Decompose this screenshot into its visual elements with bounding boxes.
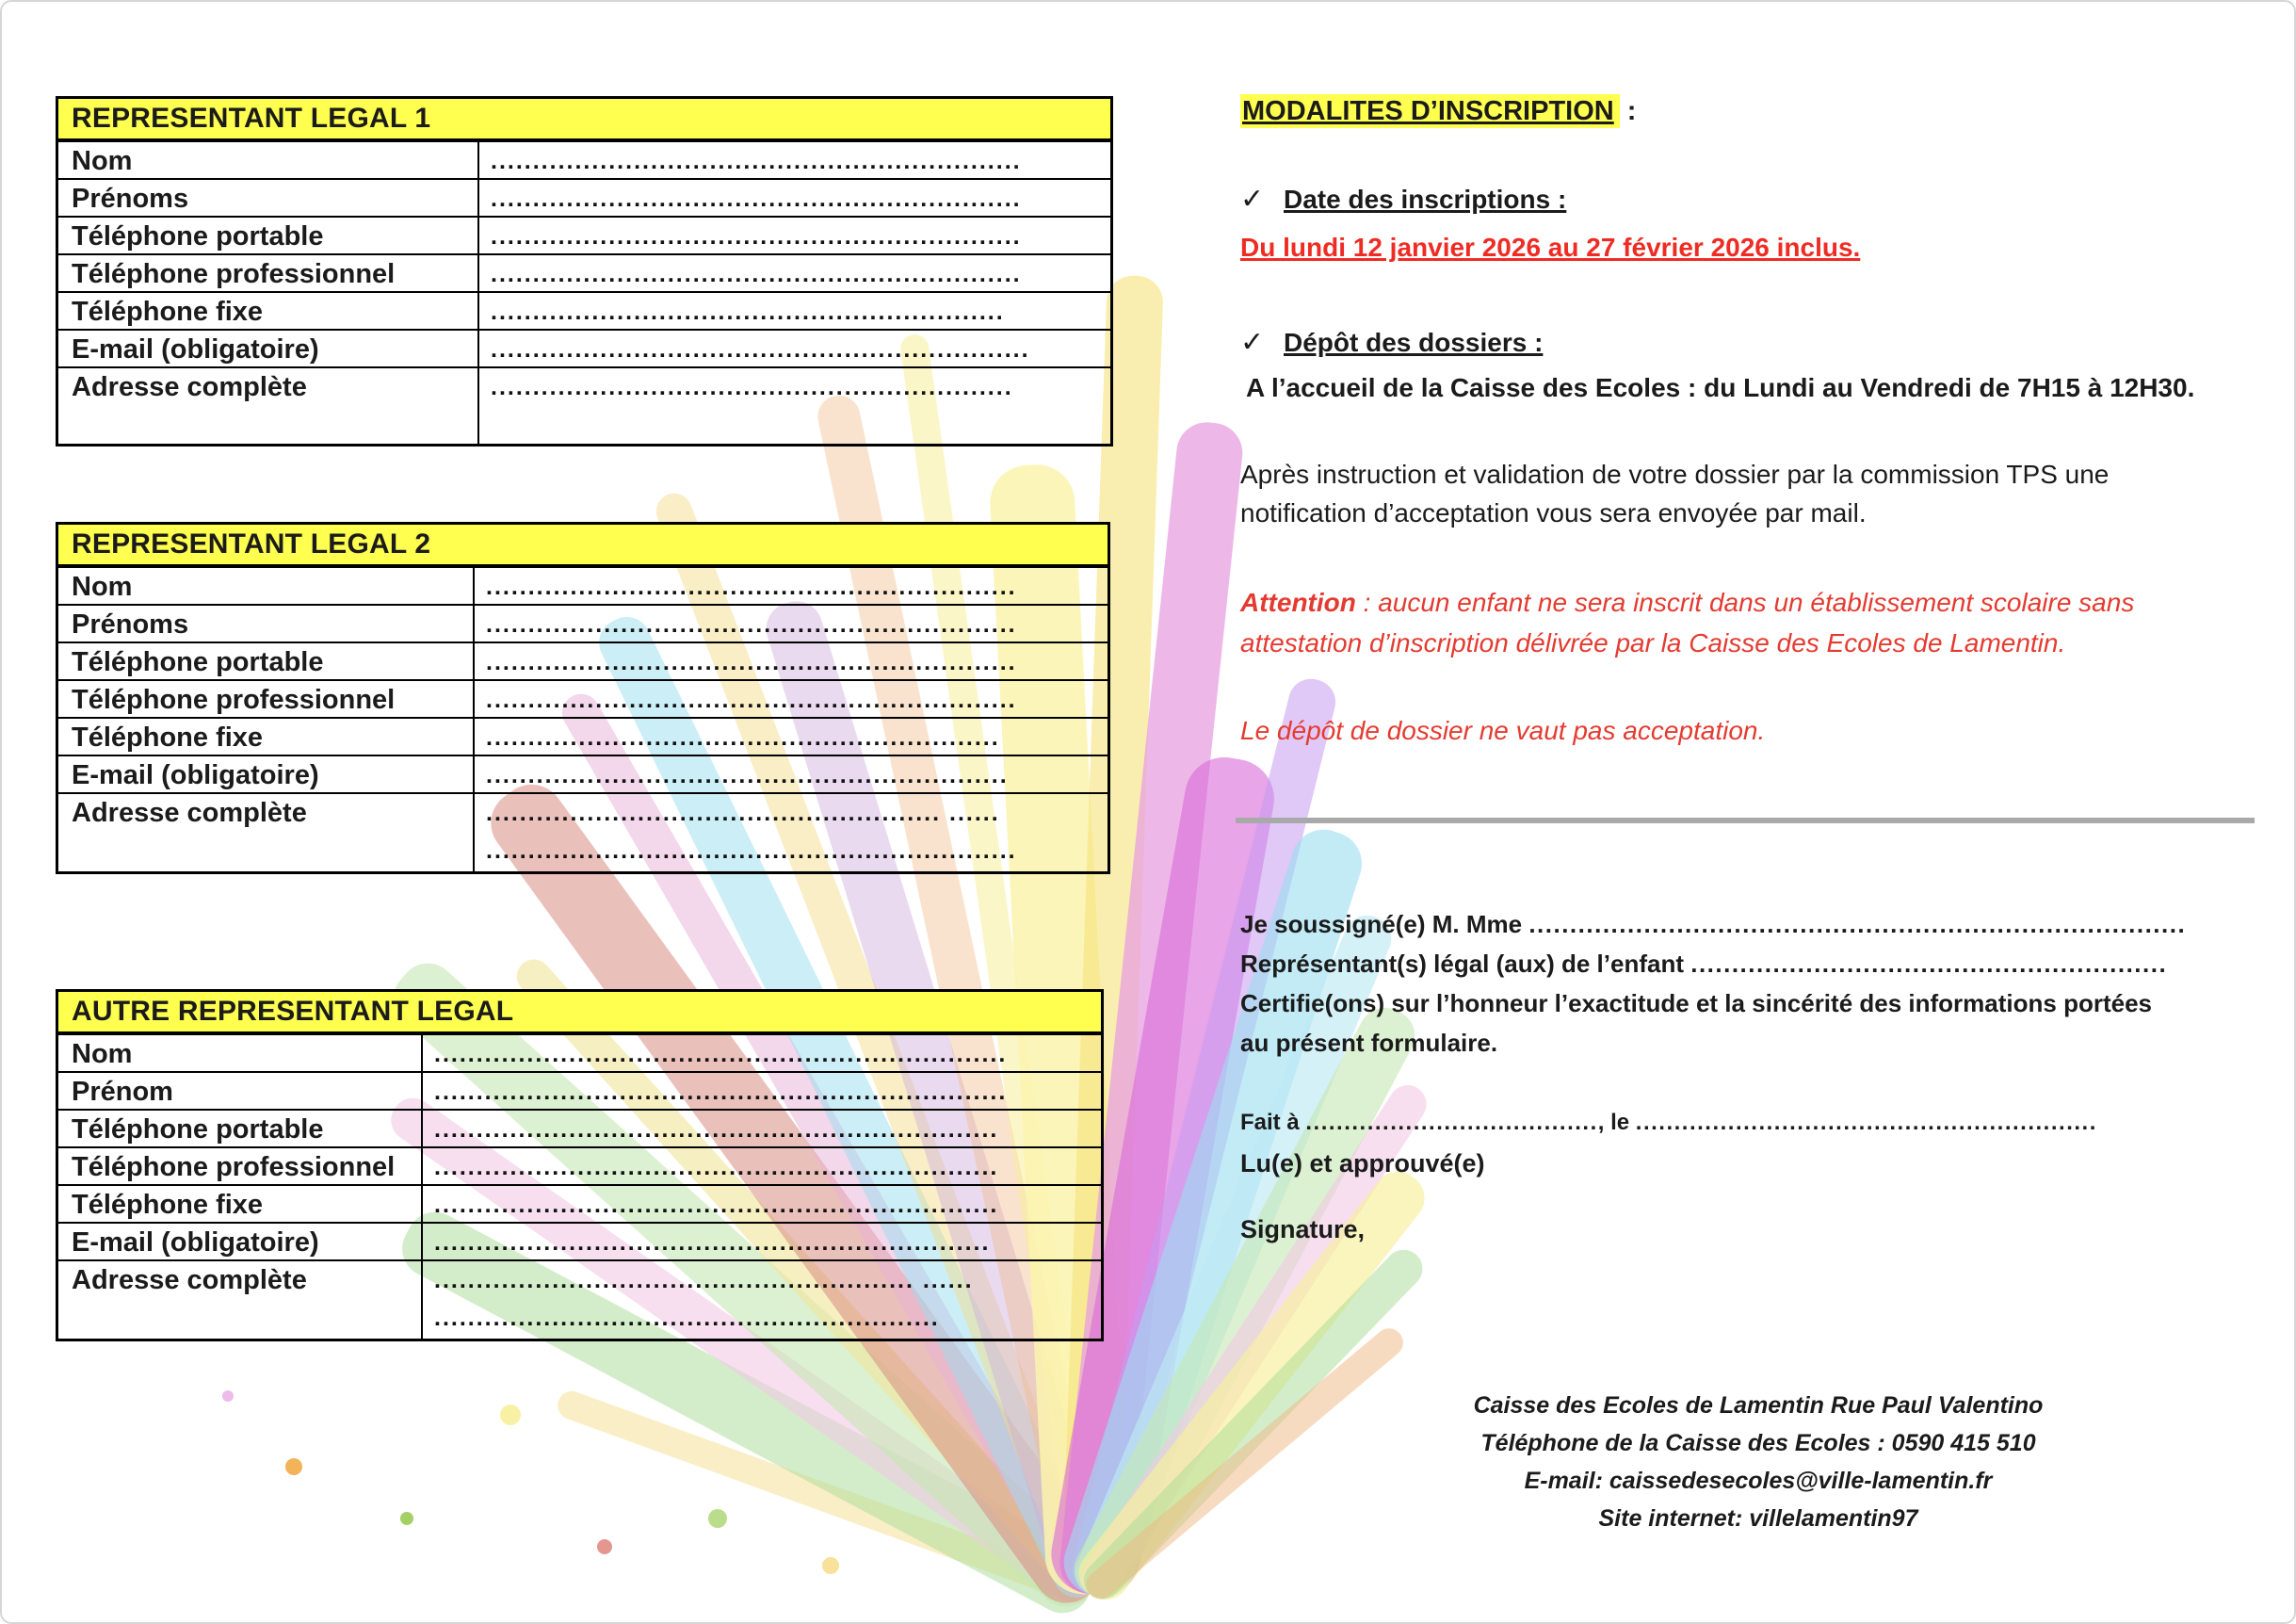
row-label: E-mail (obligatoire)	[72, 760, 319, 790]
certify-line-1: Je soussigné(e) M. Mme ................................................................................	[1240, 910, 2187, 938]
tel-pro-field[interactable]: ...............................................................	[473, 681, 1108, 717]
row-label: Téléphone fixe	[72, 723, 264, 753]
table-row	[58, 291, 1110, 329]
row-label: Téléphone fixe	[72, 1190, 264, 1220]
certify-line-4: au présent formulaire.	[1240, 1029, 1498, 1057]
table-row	[58, 755, 1108, 792]
modalites-title	[1240, 96, 1636, 127]
row-label: Téléphone professionnel	[72, 1152, 396, 1182]
footer-website: Site internet: villelamentin97	[1598, 1505, 1918, 1532]
other-legal-rep-header: AUTRE REPRESENTANT LEGAL	[58, 992, 1101, 1033]
attention-paragraph: Attention : aucun enfant ne sera inscrit dans un établissement scolaire sans attestation d’inscription délivrée par la Caisse des Ecoles de Lamentin.	[1240, 588, 2135, 658]
tel-pro-field[interactable]: ...................................................................	[421, 1148, 1101, 1184]
table-row	[58, 216, 1110, 253]
footer-address: Caisse des Ecoles de Lamentin Rue Paul Valentino	[1473, 1392, 2044, 1419]
tel-fixe-field[interactable]: .............................................................	[477, 293, 1110, 329]
row-label: Prénoms	[72, 184, 189, 214]
row-label: Prénom	[72, 1077, 173, 1107]
tel-fixe-field[interactable]: ...................................................................	[421, 1186, 1101, 1222]
fait-a-line: Fait à ......................................, le ............................................................	[1240, 1110, 2097, 1135]
name-blank-field[interactable]: ................................................................................	[1528, 910, 2187, 938]
prenoms-field[interactable]: ...............................................................	[473, 606, 1108, 641]
table-row	[58, 1259, 1101, 1339]
adresse-field[interactable]	[477, 368, 1110, 444]
row-label: Adresse complète	[72, 798, 307, 828]
certify-line-3: Certifie(ons) sur l’honneur l’exactitude et la sincérité des informations portées	[1240, 989, 2152, 1017]
depot-dossiers-heading: ✓ Dépôt des dossiers :	[1240, 327, 1544, 358]
legal-rep-1-table	[56, 96, 1113, 447]
row-label: Nom	[72, 572, 133, 602]
adresse-field[interactable]	[421, 1261, 1101, 1339]
legal-rep-2-header: REPRESENTANT LEGAL 2	[58, 525, 1108, 566]
table-row	[58, 1109, 1101, 1146]
row-label: E-mail (obligatoire)	[72, 334, 319, 365]
row-label: Téléphone portable	[72, 221, 324, 252]
row-label: Téléphone professionnel	[72, 685, 396, 715]
tel-portable-field[interactable]: ...................................................................	[421, 1111, 1101, 1146]
table-row	[58, 366, 1110, 444]
legal-rep-2-table	[56, 522, 1110, 874]
table-row	[58, 1184, 1101, 1222]
email-field[interactable]: ................................................................	[477, 331, 1110, 366]
table-row	[58, 1146, 1101, 1184]
tel-portable-field[interactable]: ...............................................................	[477, 218, 1110, 253]
adresse-field[interactable]	[473, 794, 1108, 871]
adresse-dots-line: ...................................................... ......	[486, 800, 1000, 826]
row-label: Nom	[72, 146, 133, 176]
table-row	[58, 178, 1110, 216]
row-label: Prénoms	[72, 609, 189, 640]
certify-line-2: Représentant(s) légal (aux) de l’enfant ..........................................................	[1240, 950, 2168, 978]
table-row	[58, 329, 1110, 366]
row-label: Téléphone portable	[72, 1114, 324, 1145]
email-field[interactable]: ..................................................................	[421, 1224, 1101, 1259]
checkmark-icon: ✓	[1240, 327, 1265, 358]
table-row	[58, 1222, 1101, 1259]
table-row	[58, 792, 1108, 871]
legal-rep-1-header: REPRESENTANT LEGAL 1	[58, 99, 1110, 140]
prenom-field[interactable]: ....................................................................	[421, 1073, 1101, 1109]
certification-block	[1240, 904, 2262, 1063]
signature-label: Signature,	[1240, 1215, 1366, 1243]
inscription-period: Du lundi 12 janvier 2026 au 27 février 2026 inclus.	[1240, 233, 1861, 262]
email-field[interactable]: ..............................................................	[473, 756, 1108, 792]
nom-field[interactable]: ....................................................................	[421, 1035, 1101, 1071]
row-label: E-mail (obligatoire)	[72, 1227, 319, 1258]
tel-fixe-field[interactable]: .............................................................	[473, 719, 1108, 755]
section-divider	[1236, 818, 2255, 823]
other-legal-rep-table	[56, 989, 1104, 1341]
table-row	[58, 641, 1108, 679]
table-row	[58, 604, 1108, 641]
tel-portable-field[interactable]: ...............................................................	[473, 643, 1108, 679]
prenoms-field[interactable]: ...............................................................	[477, 180, 1110, 216]
contact-footer	[1367, 1387, 2149, 1537]
table-row	[58, 253, 1110, 291]
modalites-colon: :	[1619, 96, 1637, 126]
after-instruction-text: Après instruction et validation de votre dossier par la commission TPS une notification d’acceptation vous sera envoyée par mail.	[1240, 460, 2110, 528]
adresse-dots-line: ............................................................	[434, 1305, 940, 1331]
approved-line: Lu(e) et approuvé(e)	[1240, 1149, 1485, 1177]
table-row	[58, 140, 1110, 178]
nom-field[interactable]: ...............................................................	[477, 142, 1110, 178]
row-label: Téléphone fixe	[72, 297, 264, 327]
row-label: Nom	[72, 1039, 133, 1069]
depot-note: Le dépôt de dossier ne vaut pas acceptation.	[1240, 716, 1766, 745]
attention-label: Attention	[1240, 588, 1356, 617]
table-row	[58, 717, 1108, 755]
depot-location: A l’accueil de la Caisse des Ecoles : du Lundi au Vendredi de 7H15 à 12H30.	[1246, 373, 2195, 402]
adresse-dots-line: ......................................................... ......	[434, 1267, 974, 1293]
adresse-dots-line: ...............................................................	[486, 837, 1017, 864]
checkmark-icon: ✓	[1240, 184, 1265, 215]
date-inscriptions-heading: ✓ Date des inscriptions :	[1240, 184, 1567, 215]
date-blank-field[interactable]: ............................................................	[1635, 1110, 2097, 1135]
child-name-blank-field[interactable]: ..........................................................	[1690, 950, 2168, 978]
place-blank-field[interactable]: ......................................	[1305, 1110, 1598, 1135]
footer-phone: Téléphone de la Caisse des Ecoles : 0590 415 510	[1480, 1430, 2036, 1456]
table-row	[58, 1033, 1101, 1071]
table-row	[58, 679, 1108, 717]
table-row	[58, 566, 1108, 604]
tel-pro-field[interactable]: ...............................................................	[477, 255, 1110, 291]
modalites-highlight: MODALITES D’INSCRIPTION	[1240, 94, 1620, 128]
nom-field[interactable]: ...............................................................	[473, 568, 1108, 604]
footer-email: E-mail: caissedesecoles@ville-lamentin.fr	[1524, 1468, 1993, 1494]
adresse-dots-line: ..............................................................	[491, 374, 1013, 400]
table-row	[58, 1071, 1101, 1109]
row-label: Téléphone portable	[72, 647, 324, 677]
row-label: Adresse complète	[72, 372, 307, 402]
row-label: Adresse complète	[72, 1265, 307, 1295]
row-label: Téléphone professionnel	[72, 259, 396, 289]
